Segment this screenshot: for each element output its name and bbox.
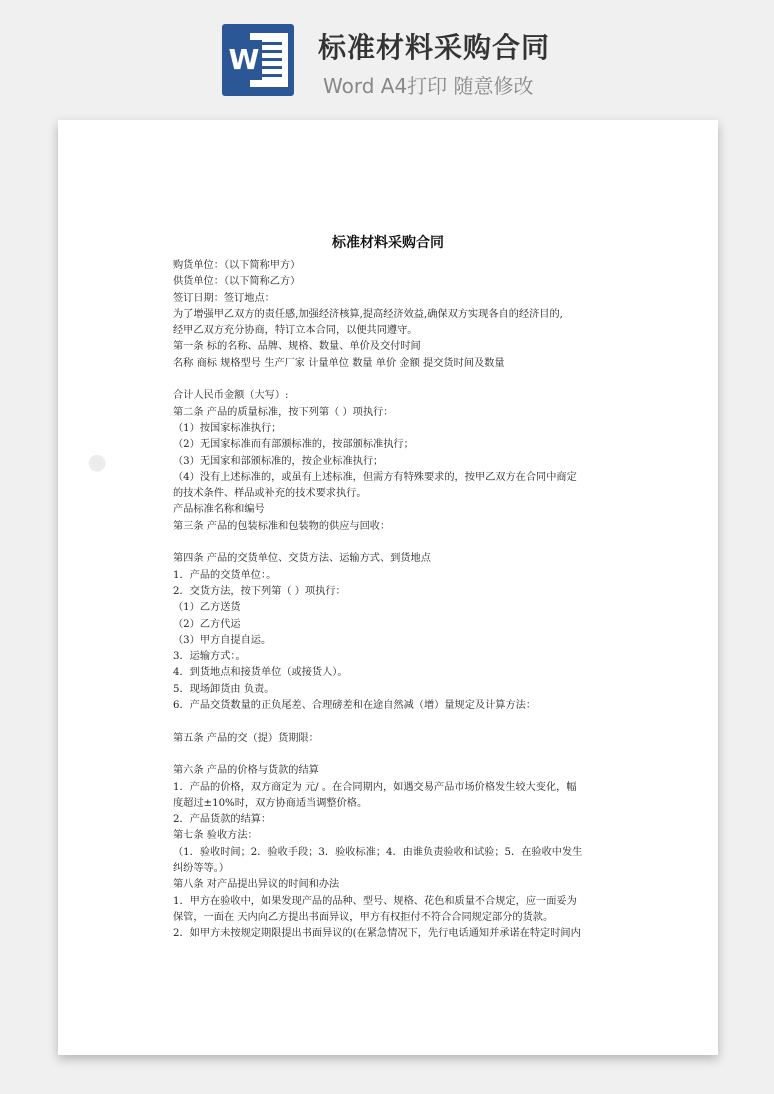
- document-line: 4．到货地点和接货单位（或接货人）。: [173, 667, 348, 679]
- document-line: 3．运输方式：。: [173, 651, 246, 663]
- document-line: 的技术条件、样品或补充的技术要求执行。: [173, 488, 367, 500]
- blank-line: [173, 372, 613, 388]
- blank-line: [173, 747, 613, 763]
- document-line: 2．产品货款的结算：: [173, 814, 272, 826]
- document-line: 第一条 标的名称、品牌、规格、数量、单价及交付时间: [173, 341, 421, 353]
- document-line: 2．如甲方未按规定期限提出书面异议的(在紧急情况下，先行电话通知并承诺在特定时间内: [173, 928, 581, 940]
- document-line: 1．产品的交货单位：。: [173, 569, 277, 581]
- document-line: 2．交货方法，按下列第（ ）项执行：: [173, 585, 346, 597]
- document-line: 6．产品交货数量的正负尾差、合理磅差和在途自然减（增）量规定及计算方法：: [173, 700, 537, 712]
- document-line: （2）无国家标准而有部颁标准的，按部颁标准执行；: [173, 439, 414, 451]
- document-line: 第四条 产品的交货单位、交货方法、运输方式、到货地点: [173, 553, 431, 565]
- word-doc-icon: [222, 24, 294, 96]
- page-header: [0, 0, 774, 118]
- document-line: 第七条 验收方法：: [173, 830, 258, 842]
- document-line: 第八条 对产品提出异议的时间和办法: [173, 879, 340, 891]
- document-line: 名称 商标 规格型号 生产厂家 计量单位 数量 单价 金额 提交货时间及数量: [173, 357, 505, 369]
- document-line: （1）乙方送货: [173, 602, 241, 614]
- document-line: 第二条 产品的质量标准，按下列第（ ）项执行：: [173, 406, 394, 418]
- document-line: （1．验收时间；2．验收手段；3．验收标准；4．由谁负责验收和试验；5．在验收中发生: [173, 846, 583, 858]
- document-line: 保管，一面在 天内向乙方提出书面异议，甲方有权拒付不符合合同规定部分的货款。: [173, 911, 554, 923]
- document-line: 供货单位：（以下简称乙方）: [173, 276, 301, 288]
- word-icon-letter: W: [226, 40, 262, 80]
- document-line: 经甲乙双方充分协商，特订立本合同，以便共同遵守。: [173, 325, 418, 337]
- document-page: [58, 120, 718, 1055]
- document-line: 购货单位：（以下简称甲方）: [173, 260, 301, 271]
- document-line: 1．甲方在验收中，如果发现产品的品种、型号、规格、花色和质量不合规定，应一面妥为: [173, 895, 577, 907]
- header-subtitle: Word A4打印 随意修改: [323, 74, 534, 98]
- watermark: ●: [82, 446, 113, 479]
- document-line: 第六条 产品的价格与货款的结算: [173, 765, 319, 777]
- document-title: 标准材料采购合同: [332, 235, 444, 251]
- document-line: 签订日期：签订地点：: [173, 292, 275, 304]
- document-line: 5．现场卸货由 负责。: [173, 683, 275, 695]
- document-line: 纠纷等等。）: [173, 862, 230, 874]
- blank-line: [173, 535, 613, 551]
- document-line: 产品标准名称和编号: [173, 504, 265, 516]
- header-title: 标准材料采购合同: [318, 31, 551, 64]
- document-line: 1．产品的价格，双方商定为 元/ 。在合同期内，如遇交易产品市场价格发生较大变化，幅: [173, 781, 577, 793]
- document-line: 合计人民币金额（大写）:: [173, 390, 289, 402]
- document-line: （3）无国家和部颁标准的，按企业标准执行；: [173, 455, 384, 467]
- document-line: （4）没有上述标准的，或虽有上述标准，但需方有特殊要求的，按甲乙双方在合同中商定: [173, 471, 577, 483]
- document-line: 第五条 产品的交（提）货期限：: [173, 732, 319, 744]
- blank-line: [173, 714, 613, 730]
- document-line: （1）按国家标准执行；: [173, 422, 282, 434]
- document-line: （2）乙方代运: [173, 618, 241, 630]
- document-line: 度超过±10%时，双方协商适当调整价格。: [173, 797, 368, 809]
- document-body: [173, 258, 613, 942]
- document-line: 第三条 产品的包装标准和包装物的供应与回收：: [173, 520, 391, 532]
- document-line: （3）甲方自提自运。: [173, 634, 272, 646]
- document-line: 为了增强甲乙双方的责任感,加强经济核算,提高经济效益,确保双方实现各自的经济目的,: [173, 308, 563, 320]
